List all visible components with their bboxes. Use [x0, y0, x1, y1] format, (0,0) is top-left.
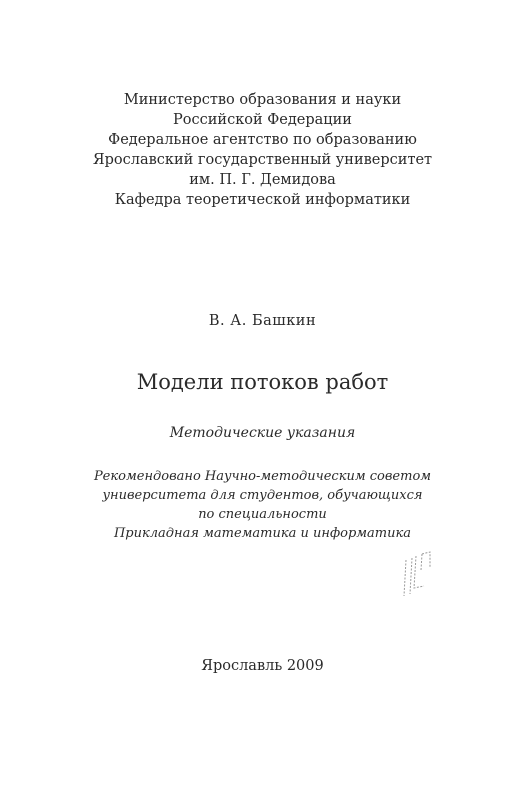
header-line-university: Ярославский государственный университет — [92, 152, 433, 168]
recommendation-line: университета для студентов, обучающихся — [102, 488, 423, 503]
header-line-federation: Российской Федерации — [173, 112, 352, 128]
document-subtitle: Методические указания — [169, 425, 356, 441]
header-line-agency: Федеральное агентство по образованию — [108, 132, 417, 148]
recommendation-line: по специальности — [198, 507, 327, 522]
document-title: Модели потоков работ — [136, 370, 389, 394]
handwritten-mark — [400, 548, 438, 600]
institution-header — [0, 90, 525, 210]
recommendation-line: Прикладная математика и информатика — [113, 526, 412, 541]
recommendation-line: Рекомендовано Научно-методическим советом — [93, 469, 432, 484]
header-line-department: Кафедра теоретической информатики — [114, 192, 411, 208]
header-line-ministry: Министерство образования и науки — [123, 92, 402, 108]
city-year: Ярославль 2009 — [201, 658, 324, 674]
header-line-university-name: им. П. Г. Демидова — [189, 172, 336, 188]
recommendation-block — [0, 467, 525, 543]
author-name: В. А. Башкин — [208, 313, 317, 329]
